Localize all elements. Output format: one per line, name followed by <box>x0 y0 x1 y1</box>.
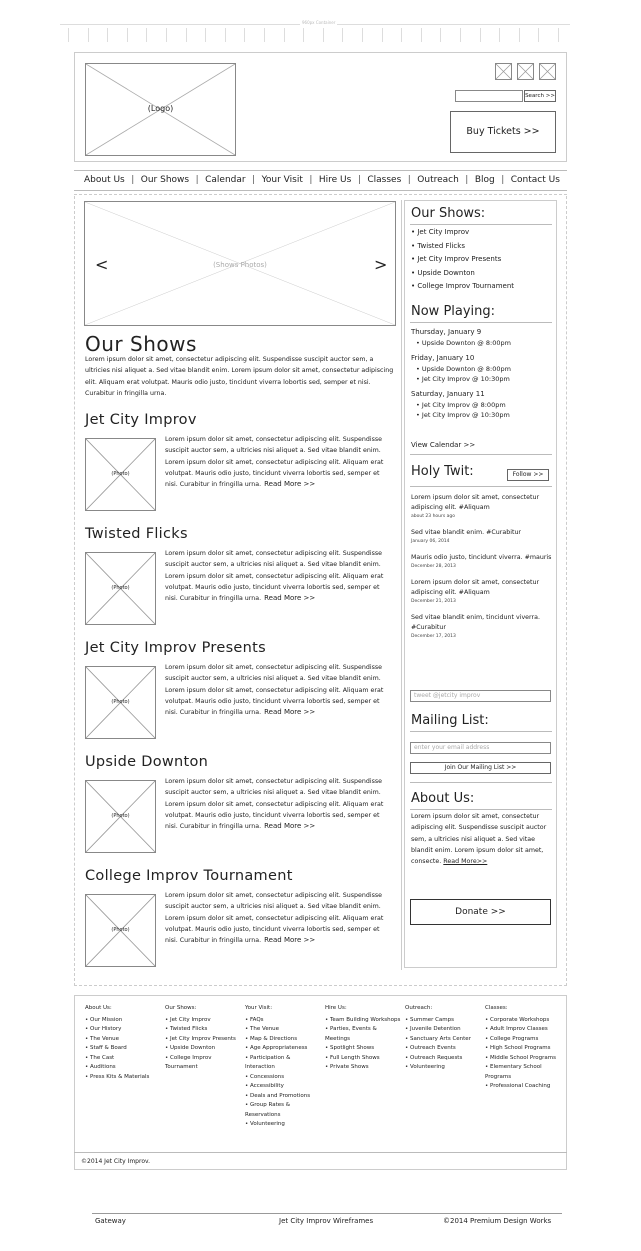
main-nav <box>84 173 560 187</box>
footer-link[interactable]: • Our Mission <box>85 1016 161 1026</box>
nav-separator: | <box>195 175 199 185</box>
footer-link[interactable]: • Jet City Improv <box>165 1016 241 1026</box>
show-description-body: Lorem ipsum dolor sit amet, consectetur adipiscing elit. Suspendisse suscipit auctor sem, a ultricies nisi aliquet a. Sed vitae blandit enim. Lorem ipsum dolor sit amet, consectetur adipiscing elit. Aliquam erat volutpat. Mauris odio justo, tincidunt viverra lobortis sed, semper et nisi. Curabitur in fringilla urna. <box>165 664 384 717</box>
nav-item-classes[interactable]: Classes <box>367 175 402 185</box>
footer-link[interactable]: • Outreach Events <box>405 1044 481 1054</box>
footer-link[interactable]: • College Improv Tournament <box>165 1054 241 1073</box>
footer-link[interactable]: • Deals and Promotions <box>245 1092 321 1102</box>
show-photo[interactable] <box>85 894 156 967</box>
tweet-date: about 23 hours ago <box>411 514 456 519</box>
show-title: Upside Downton <box>85 754 209 770</box>
sidebar-show-link[interactable]: • Upside Downton <box>411 267 556 281</box>
footer-link[interactable]: • Parties, Events & Meetings <box>325 1025 401 1044</box>
bottom-center-label: Jet City Improv Wireframes <box>279 1217 374 1225</box>
show-description <box>165 890 393 946</box>
now-playing-item[interactable] <box>411 410 556 421</box>
footer-column <box>325 1004 401 1073</box>
logo[interactable] <box>85 63 236 156</box>
tweet-date: December 28, 2013 <box>411 564 456 569</box>
ruler-tick <box>460 28 461 42</box>
ruler-tick <box>401 28 402 42</box>
ruler-tick <box>362 28 363 42</box>
footer-link[interactable]: • Staff & Board <box>85 1044 161 1054</box>
show-read-more-link[interactable]: Read More >> <box>264 822 316 831</box>
show-description <box>165 548 393 604</box>
now-playing-date: Thursday, January 9 <box>411 328 482 336</box>
sidebar-show-link[interactable]: • College Improv Tournament <box>411 280 556 294</box>
tweet-date: December 21, 2013 <box>411 599 456 604</box>
footer-link[interactable]: • The Venue <box>85 1035 161 1045</box>
social-icon-2[interactable] <box>517 63 534 80</box>
footer-link[interactable]: • Press Kits & Materials <box>85 1073 161 1083</box>
nav-item-contact-us[interactable]: Contact Us <box>510 175 560 185</box>
footer-column <box>405 1004 481 1073</box>
now-playing-item-text: Jet City Improv @ 8:00pm <box>421 400 506 409</box>
now-playing-date: Friday, January 10 <box>411 353 475 362</box>
bottom-right-label: ©2014 Premium Design Works <box>443 1217 552 1225</box>
about-us-body: Lorem ipsum dolor sit amet, consectetur adipiscing elit. Suspendisse suscipit auctor sem, a ultricies nisi aliquet a. Sed vitae blandit enim. Lorem ipsum dolor sit amet, consecte. <box>411 813 547 866</box>
follow-button[interactable]: Follow >> <box>507 469 549 481</box>
footer-link[interactable]: • Our History <box>85 1025 161 1035</box>
donate-button[interactable] <box>410 899 551 925</box>
ruler-tick <box>538 28 539 42</box>
ruler-tick <box>421 28 422 42</box>
slider-label: (Shows Photos) <box>213 261 267 269</box>
footer-link[interactable]: • Professional Coaching <box>485 1082 561 1092</box>
footer-link[interactable]: • Accessibility <box>245 1082 321 1092</box>
join-mailing-list-button[interactable]: Join Our Mailing List >> <box>410 762 551 774</box>
show-photo-label: (Photo) <box>111 699 130 705</box>
footer-column-title: Classes: <box>485 1005 508 1011</box>
slider-next-button[interactable]: > <box>374 255 388 274</box>
footer-column <box>165 1004 241 1073</box>
show-photo-label: (Photo) <box>111 585 130 591</box>
show-read-more-link[interactable]: Read More >> <box>264 480 316 489</box>
footer-link[interactable]: • Auditions <box>85 1063 161 1073</box>
footer-link[interactable]: • Participation & Interaction <box>245 1054 321 1073</box>
show-photo[interactable] <box>85 780 156 853</box>
ruler-label: 960px Container <box>302 20 336 25</box>
nav-separator: | <box>131 175 135 185</box>
ruler-tick <box>440 28 441 42</box>
nav-separator: | <box>309 175 313 185</box>
ruler-tick <box>342 28 343 42</box>
show-description <box>165 434 393 490</box>
ruler-tick <box>146 28 147 42</box>
footer-link[interactable]: • Outreach Requests <box>405 1054 481 1064</box>
now-playing-item-text: Jet City Improv @ 10:30pm <box>421 411 510 419</box>
sidebar-show-link[interactable]: • Jet City Improv <box>411 226 556 240</box>
nav-item-about-us[interactable]: About Us <box>84 175 125 185</box>
ruler-tick <box>284 28 285 42</box>
tweet <box>411 528 553 546</box>
footer-column <box>245 1004 321 1130</box>
ruler-ticks <box>60 28 570 44</box>
page-title: Our Shows <box>85 332 197 356</box>
footer-link[interactable]: • Jet City Improv Presents <box>165 1035 241 1045</box>
footer-link[interactable]: • Concessions <box>245 1073 321 1083</box>
now-playing-item[interactable] <box>411 374 556 385</box>
footer-column <box>85 1004 161 1082</box>
footer-copyright: ©2014 Jet City Improv. <box>81 1158 150 1165</box>
now-playing-day <box>411 389 556 421</box>
show-title: Jet City Improv Presents <box>85 640 266 656</box>
show-photo-label: (Photo) <box>111 927 130 933</box>
sidebar-shows-list <box>411 226 556 294</box>
ruler-tick <box>382 28 383 42</box>
nav-separator: | <box>357 175 361 185</box>
footer-link[interactable]: • Full Length Shows <box>325 1054 401 1064</box>
show-photo[interactable] <box>85 666 156 739</box>
ruler-tick <box>519 28 520 42</box>
footer-link[interactable]: • Twisted Flicks <box>165 1025 241 1035</box>
ruler-tick <box>127 28 128 42</box>
now-playing-day <box>411 353 556 385</box>
show-read-more-link[interactable]: Read More >> <box>264 936 316 945</box>
footer-column-title: Your Visit: <box>245 1005 273 1011</box>
now-playing-date: Saturday, January 11 <box>411 389 485 398</box>
now-playing-item-text: Jet City Improv @ 10:30pm <box>421 375 510 383</box>
tweet <box>411 578 553 606</box>
now-playing-list <box>411 327 556 425</box>
nav-item-calendar[interactable]: Calendar <box>205 175 246 185</box>
now-playing-item[interactable] <box>411 338 556 349</box>
ruler-tick <box>480 28 481 42</box>
show-read-more-link[interactable]: Read More >> <box>264 708 316 717</box>
show-photo-label: (Photo) <box>111 471 130 477</box>
show-photo[interactable] <box>85 438 156 511</box>
ruler <box>60 18 570 44</box>
tweet-input[interactable]: tweet @jetcity improv <box>410 690 551 702</box>
ruler-tick <box>558 28 559 42</box>
nav-item-blog[interactable]: Blog <box>474 175 495 185</box>
ruler-tick <box>225 28 226 42</box>
about-us-title: About Us: <box>411 791 475 806</box>
show-title: College Improv Tournament <box>85 868 293 884</box>
sidebar-shows-title: Our Shows: <box>411 206 486 221</box>
footer-link[interactable]: • Juvenile Detention <box>405 1025 481 1035</box>
nav-separator: | <box>501 175 505 185</box>
ruler-tick <box>68 28 69 42</box>
sidebar-show-link[interactable]: • Twisted Flicks <box>411 240 556 254</box>
social-icon-1[interactable] <box>495 63 512 80</box>
footer-link[interactable]: • Middle School Programs <box>485 1054 561 1064</box>
footer-link[interactable]: • Volunteering <box>245 1120 321 1130</box>
nav-item-outreach[interactable]: Outreach <box>417 175 459 185</box>
tweet <box>411 493 553 521</box>
now-playing-day <box>411 327 556 349</box>
tweet-text: Sed vitae blandit enim. #Curabitur <box>411 529 522 536</box>
ruler-tick <box>303 28 304 42</box>
nav-item-your-visit[interactable]: Your Visit <box>261 175 303 185</box>
ruler-tick <box>88 28 89 42</box>
footer-link[interactable]: • Sanctuary Arts Center <box>405 1035 481 1045</box>
show-title: Twisted Flicks <box>85 526 188 542</box>
bullet: • <box>416 339 422 347</box>
nav-separator: | <box>252 175 256 185</box>
ruler-tick <box>205 28 206 42</box>
tweet-date: January 06, 2014 <box>411 539 450 544</box>
ruler-tick <box>107 28 108 42</box>
footer-link[interactable]: • Group Rates & Reservations <box>245 1101 321 1120</box>
social-icon-3[interactable] <box>539 63 556 80</box>
search-input[interactable] <box>455 90 523 102</box>
tweet-text: Lorem ipsum dolor sit amet, consectetur adipiscing elit. #Aliquam <box>411 494 540 511</box>
now-playing-title: Now Playing: <box>411 304 496 319</box>
show-photo-slider[interactable] <box>84 201 396 326</box>
footer-link[interactable]: • Private Shows <box>325 1063 401 1073</box>
show-description-body: Lorem ipsum dolor sit amet, consectetur adipiscing elit. Suspendisse suscipit auctor sem, a ultricies nisi aliquet a. Sed vitae blandit enim. Lorem ipsum dolor sit amet, consectetur adipiscing elit. Aliquam erat volutpat. Mauris odio justo, tincidunt viverra lobortis sed, semper et nisi. Curabitur in fringilla urna. <box>165 550 384 603</box>
buy-tickets-button[interactable] <box>450 111 556 153</box>
nav-item-hire-us[interactable]: Hire Us <box>318 175 352 185</box>
tweet <box>411 613 553 641</box>
footer-link[interactable]: • Age Appropriateness <box>245 1044 321 1054</box>
footer-link[interactable]: • Volunteering <box>405 1063 481 1073</box>
tweet-date: December 17, 2013 <box>411 634 456 639</box>
logo-label: (Logo) <box>147 104 174 113</box>
footer-link[interactable]: • Spotlight Shows <box>325 1044 401 1054</box>
show-read-more-link[interactable]: Read More >> <box>264 594 316 603</box>
mailing-list-title: Mailing List: <box>411 713 489 728</box>
footer-link[interactable]: • Elementary School Programs <box>485 1063 561 1082</box>
footer-column <box>485 1004 561 1092</box>
now-playing-item-text: Upside Downton @ 8:00pm <box>421 364 511 373</box>
footer-link[interactable]: • Adult Improv Classes <box>485 1025 561 1035</box>
view-calendar-link[interactable]: View Calendar >> <box>411 441 476 449</box>
ruler-tick <box>499 28 500 42</box>
footer-link[interactable]: • Corporate Workshops <box>485 1016 561 1026</box>
footer-link[interactable]: • Team Building Workshops <box>325 1016 401 1026</box>
slider-prev-button[interactable]: < <box>95 255 109 274</box>
bullet: • <box>416 411 422 419</box>
show-photo-label: (Photo) <box>111 813 130 819</box>
intro-text: Lorem ipsum dolor sit amet, consectetur adipiscing elit. Suspendisse suscipit auctor sem, a ultricies nisi aliquet a. Sed vitae blandit enim. Lorem ipsum dolor sit amet, consectetur adipiscing elit. Aliquam erat volutpat. Mauris odio justo, tincidunt viverra lobortis sed, semper et nisi. Curabitur in fringilla urna. <box>85 356 394 397</box>
bottom-left-label: Gateway <box>95 1217 126 1225</box>
email-input[interactable]: enter your email address <box>410 742 551 754</box>
footer-link[interactable]: • The Cast <box>85 1054 161 1064</box>
ruler-tick <box>244 28 245 42</box>
nav-item-our-shows[interactable]: Our Shows <box>140 175 190 185</box>
ruler-tick <box>166 28 167 42</box>
tweet-text: Lorem ipsum dolor sit amet, consectetur adipiscing elit. #Aliquam <box>411 579 540 596</box>
donate-label: Donate >> <box>455 907 506 917</box>
footer-link[interactable]: • Map & Directions <box>245 1035 321 1045</box>
tweet-list <box>411 493 553 648</box>
footer-column-title: Outreach: <box>405 1005 433 1011</box>
footer-link[interactable]: • Summer Camps <box>405 1016 481 1026</box>
sidebar-show-link[interactable]: • Jet City Improv Presents <box>411 253 556 267</box>
now-playing-item-text: Upside Downton @ 8:00pm <box>421 339 511 347</box>
show-description <box>165 662 393 718</box>
show-description-body: Lorem ipsum dolor sit amet, consectetur adipiscing elit. Suspendisse suscipit auctor sem, a ultricies nisi aliquet a. Sed vitae blandit enim. Lorem ipsum dolor sit amet, consectetur adipiscing elit. Aliquam erat volutpat. Mauris odio justo, tincidunt viverra lobortis sed, semper et nisi. Curabitur in fringilla urna. <box>165 778 384 831</box>
ruler-tick <box>264 28 265 42</box>
bullet: • <box>416 400 422 409</box>
footer-link[interactable]: • FAQs <box>245 1016 321 1026</box>
nav-separator: | <box>465 175 469 185</box>
about-us-read-more[interactable]: Read More>> <box>443 858 488 866</box>
bullet: • <box>416 375 422 383</box>
footer-link[interactable]: • The Venue <box>245 1025 321 1035</box>
footer-column-title: Our Shows: <box>165 1005 197 1011</box>
tweet-text: Sed vitae blandit enim, tincidunt viverra. #Curabitur <box>411 614 540 631</box>
show-title: Jet City Improv <box>85 412 197 428</box>
buy-tickets-label: Buy Tickets >> <box>466 126 540 137</box>
search-button[interactable]: Search >> <box>524 90 556 102</box>
show-description-body: Lorem ipsum dolor sit amet, consectetur adipiscing elit. Suspendisse suscipit auctor sem, a ultricies nisi aliquet a. Sed vitae blandit enim. Lorem ipsum dolor sit amet, consectetur adipiscing elit. Aliquam erat volutpat. Mauris odio justo, tincidunt viverra lobortis sed, semper et nisi. Curabitur in fringilla urna. <box>165 892 384 945</box>
footer-column-title: About Us: <box>85 1005 112 1011</box>
bullet: • <box>416 364 422 373</box>
now-playing-item[interactable] <box>411 364 556 375</box>
tweet <box>411 553 553 571</box>
show-photo[interactable] <box>85 552 156 625</box>
now-playing-item[interactable] <box>411 400 556 411</box>
about-us-text <box>411 811 551 867</box>
ruler-tick <box>186 28 187 42</box>
show-description <box>165 776 393 832</box>
footer-link[interactable]: • Upside Downton <box>165 1044 241 1054</box>
footer-column-title: Hire Us: <box>325 1005 347 1011</box>
footer-link[interactable]: • College Programs <box>485 1035 561 1045</box>
ruler-tick <box>323 28 324 42</box>
nav-separator: | <box>407 175 411 185</box>
holy-twit-title: Holy Twit: <box>411 464 474 479</box>
show-description-body: Lorem ipsum dolor sit amet, consectetur adipiscing elit. Suspendisse suscipit auctor sem, a ultricies nisi aliquet a. Sed vitae blandit enim. Lorem ipsum dolor sit amet, consectetur adipiscing elit. Aliquam erat volutpat. Mauris odio justo, tincidunt viverra lobortis sed, semper et nisi. Curabitur in fringilla urna. <box>165 436 384 489</box>
footer-link[interactable]: • High School Programs <box>485 1044 561 1054</box>
tweet-text: Mauris odio justo, tincidunt viverra. #mauris <box>411 554 552 561</box>
